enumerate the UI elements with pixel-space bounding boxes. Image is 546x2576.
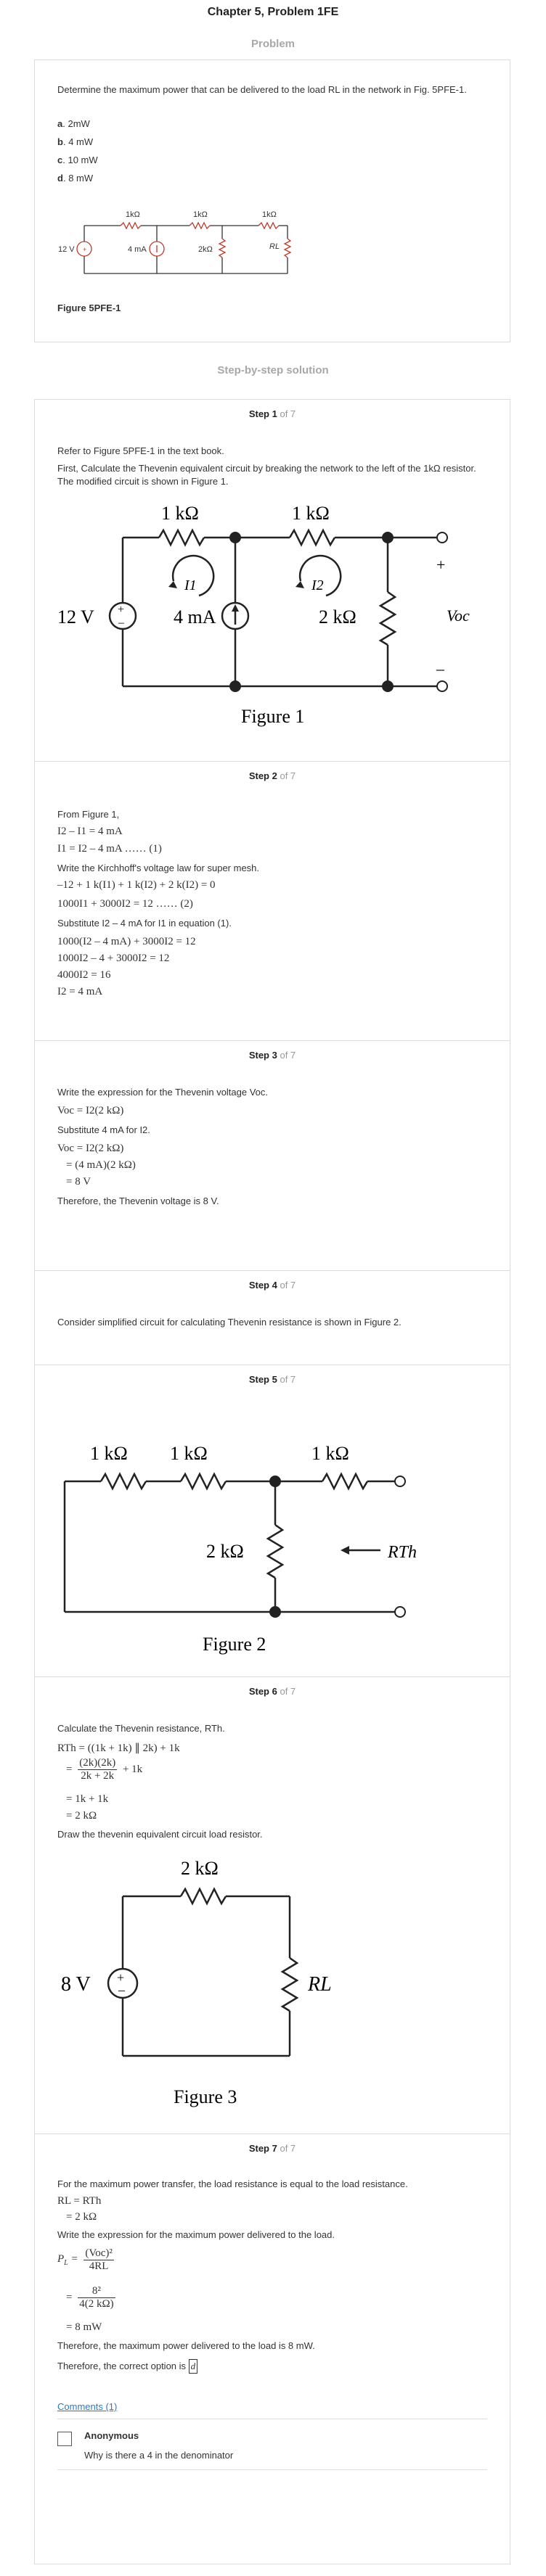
small-rl-label: RL (269, 242, 280, 251)
fig3-vs-label: 8 V (61, 1973, 91, 1996)
step-3-intro: Write the expression for the Thevenin voltage Voc. (57, 1087, 269, 1098)
fig3-vs-minus: – (118, 1983, 125, 1997)
step-2-eq3: –12 + 1 k(I1) + 1 k(I2) + 2 k(I2) = 0 (57, 879, 216, 891)
step-5-header: Step 5 of 7 (248, 1374, 296, 1385)
small-r3-label: 1kΩ (262, 210, 277, 219)
step-7-eq1: RL = RTh (57, 2195, 102, 2207)
step-6-intro: Calculate the Thevenin resistance, RTh. (57, 1723, 225, 1734)
step-1-line-2: First, Calculate the Thevenin equivalent circuit by breaking the network to the left of the 1kΩ resistor. The modified circuit is shown in Figure 1. (57, 463, 476, 487)
step-7-pl-eq: $P_L$ = (Voc)² 4RL (57, 2247, 113, 2272)
fig1-r1-label: 1 kΩ (161, 503, 199, 524)
problem-section-label: Problem (250, 38, 295, 50)
solution-section-label: Step-by-step solution (217, 364, 329, 376)
small-r4-label: 2kΩ (198, 245, 213, 254)
fig2-rth-label: RTh (388, 1543, 417, 1562)
problem-text: Determine the maximum power that can be delivered to the load RL in the network in Fig. 5PFE-1. (57, 84, 467, 95)
fig2-r2-label: 1 kΩ (170, 1443, 208, 1464)
step-7-pl-eq2: = $\frac{\text{8²}}{4(2 k\Omega)}$ (66, 2285, 114, 2310)
comment-author: Anonymous (84, 2430, 139, 2441)
fig2-node-top (269, 1476, 281, 1487)
step-7-answer-line: Therefore, the correct option is d (57, 2359, 197, 2374)
step-3 (35, 1040, 510, 1270)
step-7-pl-num: (Voc)² (85, 2247, 113, 2259)
step-3-eq4: = 8 V (66, 1176, 91, 1188)
step-6-header: Step 6 of 7 (248, 1686, 296, 1697)
step-7-conclusion: Therefore, the maximum power delivered to the load is 8 mW. (57, 2340, 315, 2351)
step-4-text: Consider simplified circuit for calculating Thevenin resistance is shown in Figure 2. (57, 1317, 402, 1328)
step-2-eq4: 1000I1 + 3000I2 = 12 …… (2) (57, 898, 193, 910)
step-3-eq2: Voc = I2(2 kΩ) (57, 1143, 124, 1154)
fig2-node-bottom (269, 1606, 281, 1618)
fig1-r2-label: 1 kΩ (292, 503, 330, 524)
fig1-plus: + (436, 556, 446, 574)
mesh1-arrow-head (168, 581, 177, 588)
step-2-eq7: 4000I2 = 16 (57, 969, 111, 981)
fig1-vs-label: 12 V (57, 606, 94, 627)
step-2-eq5: 1000(I2 – 4 mA) + 3000I2 = 12 (57, 936, 196, 947)
current-arrow-head (232, 604, 239, 612)
step-6-draw-text: Draw the thevenin equivalent circuit load resistor. (57, 1829, 263, 1840)
step-3-eq3: = (4 mA)(2 kΩ) (66, 1159, 136, 1171)
step-3-subst-text: Substitute 4 mA for I2. (57, 1124, 150, 1135)
mesh2-arrow-head (296, 581, 304, 588)
step-2 (35, 761, 510, 1040)
step-6-eq1: RTh = ((1k + 1k) ∥ 2k) + 1k (57, 1742, 180, 1754)
step-7-eq-final: = 8 mW (66, 2321, 102, 2333)
figure-3-circuit (57, 1845, 362, 2121)
step-1-header: Step 1 of 7 (248, 408, 296, 419)
step-2-eq2: I1 = I2 – 4 mA …… (1) (57, 843, 162, 855)
step-3-eq1: Voc = I2(2 kΩ) (57, 1105, 124, 1116)
step-7-expr-text: Write the expression for the maximum power delivered to the load. (57, 2229, 335, 2240)
step-2-kvl-text: Write the Kirchhoff's voltage law for super mesh. (57, 863, 260, 873)
fig2-r1-label: 1 kΩ (90, 1443, 128, 1464)
step-6 (35, 1676, 510, 2133)
option-a[interactable]: a. 2mW (57, 118, 90, 129)
rth-arrow-head (341, 1546, 349, 1555)
fig1-caption: Figure 1 (241, 706, 305, 727)
step-4-header: Step 4 of 7 (248, 1280, 296, 1291)
fig2-r4-label: 2 kΩ (206, 1541, 244, 1562)
problem-card (34, 59, 510, 342)
step-2-intro: From Figure 1, (57, 809, 120, 820)
step-6-eq4: = 2 kΩ (66, 1810, 97, 1822)
fig1-r3-label: 2 kΩ (319, 606, 356, 627)
fig1-voc-label: Voc (447, 606, 470, 625)
step-5 (35, 1365, 510, 1676)
option-b[interactable]: b. 4 mW (57, 136, 94, 147)
fig1-minus: – (436, 659, 444, 678)
small-is-label: 4 mA (128, 245, 147, 254)
node-c (229, 680, 241, 692)
step-7 (35, 2133, 510, 2565)
option-c[interactable]: c. 10 mW (57, 155, 98, 165)
step-3-header: Step 3 of 7 (248, 1050, 296, 1061)
small-r2-label: 1kΩ (193, 210, 208, 219)
fig3-vs-plus: + (117, 1970, 125, 1985)
step-2-eq6: 1000I2 – 4 + 3000I2 = 12 (57, 952, 170, 964)
step-7-pl-num2: 8² (78, 2285, 115, 2298)
option-d[interactable]: d. 8 mW (57, 173, 94, 184)
fig2-terminal-bottom (395, 1607, 405, 1617)
step-2-subst-text: Substitute I2 – 4 mA for I1 in equation (1). (57, 918, 232, 929)
step-2-eq1: I2 – I1 = 4 mA (57, 826, 123, 837)
figure-2-circuit (57, 1398, 464, 1655)
step-6-eq3: = 1k + 1k (66, 1793, 109, 1805)
small-vs-plus: + (83, 246, 87, 253)
step-7-header: Step 7 of 7 (248, 2143, 296, 2154)
node-d (382, 680, 394, 692)
small-r1-label: 1kΩ (126, 210, 140, 219)
figure-1-circuit (57, 494, 493, 733)
solution-card (34, 399, 510, 2564)
step-6-eq2-tail: + 1k (122, 1764, 143, 1775)
node-a (229, 532, 241, 543)
comment-text: Why is there a 4 in the denominator (84, 2450, 234, 2461)
terminal-plus (437, 532, 447, 543)
vs-minus-sign: – (118, 617, 124, 629)
fig1-is-label: 4 mA (174, 606, 216, 627)
step-1-line-1: Refer to Figure 5PFE-1 in the text book. (57, 445, 224, 456)
node-b (382, 532, 394, 543)
step-3-conclusion: Therefore, the Thevenin voltage is 8 V. (57, 1196, 219, 1206)
step-7-pl-den2: 4(2 kΩ) (79, 2298, 114, 2310)
small-vs-label: 12 V (58, 245, 75, 254)
fig3-rl-label: RL (308, 1973, 332, 1996)
step-1 (35, 400, 510, 761)
step-6-eq2-den: 2k + 2k (81, 1770, 115, 1782)
fig1-i1-label: I1 (184, 577, 197, 593)
terminal-minus (437, 681, 447, 691)
step-2-eq8: I2 = 4 mA (57, 986, 103, 997)
circuit-5pfe-1 (55, 204, 295, 287)
fig2-r3-label: 1 kΩ (311, 1443, 349, 1464)
avatar (57, 2432, 72, 2446)
step-7-eq2: = 2 kΩ (66, 2211, 97, 2223)
vs-plus-sign: + (118, 604, 125, 616)
step-6-eq2: = $\frac{(2k)(2k)}{2k + 2k}$ + 1k (66, 1757, 143, 1782)
comments-link[interactable]: Comments (1) (57, 2401, 118, 2412)
fig2-caption: Figure 2 (203, 1634, 266, 1655)
step-2-header: Step 2 of 7 (248, 770, 296, 781)
step-6-eq2-num: (2k)(2k) (79, 1757, 116, 1769)
answer-box: d (189, 2359, 198, 2374)
fig3-caption: Figure 3 (174, 2086, 237, 2107)
comment-divider (57, 2469, 487, 2470)
step-7-pl-den: 4RL (89, 2260, 109, 2272)
fig1-i2-label: I2 (311, 577, 324, 593)
fig2-terminal-top (395, 1476, 405, 1486)
step-4 (35, 1270, 510, 1365)
fig3-r-label: 2 kΩ (181, 1858, 219, 1879)
problem-figure-caption: Figure 5PFE-1 (57, 303, 121, 313)
step-7-intro: For the maximum power transfer, the load resistance is equal to the load resistance. (57, 2178, 408, 2189)
page-title: Chapter 5, Problem 1FE (207, 6, 339, 18)
